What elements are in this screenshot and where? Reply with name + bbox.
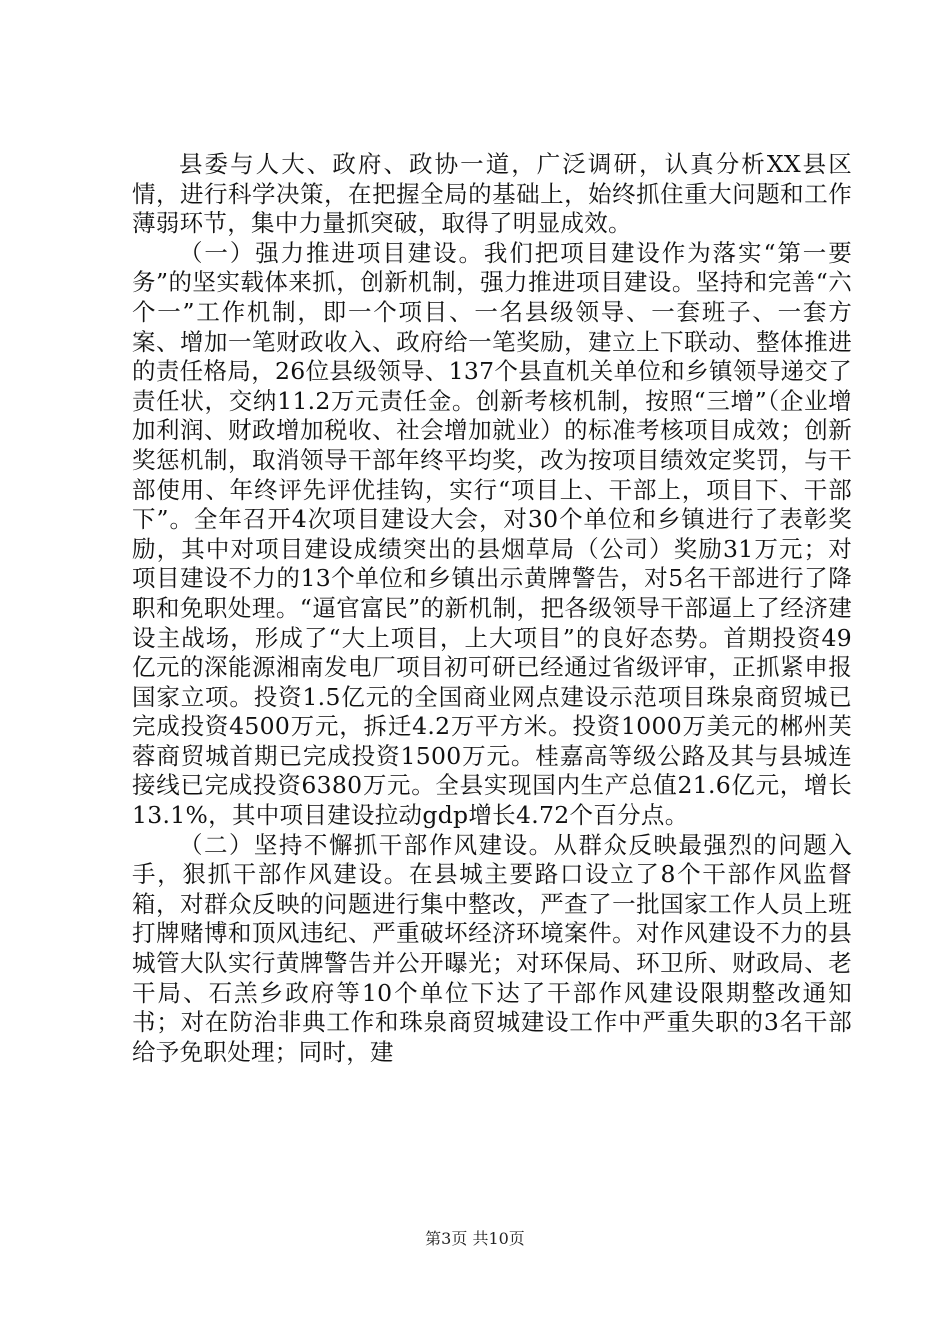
paragraph-project-construction: （一）强力推进项目建设。我们把项目建设作为落实“第一要务”的坚实载体来抓，创新机制，强力推进项目建设。坚持和完善“六个一”工作机制，即一个项目、一名县级领导、一套班子、一套方案、增加一笔财政收入、政府给一笔奖励，建立上下联动、整体推进的责任格局，26位县级领导、137个县直机关单位和乡镇领导递交了责任状，交纳11.2万元责任金。创新考核机制，按照“三增”（企业增加利润、财政增加税收、社会增加就业）的标准考核项目成效；创新奖惩机制，取消领导干部年终平均奖，改为按项目绩效定奖罚，与干部使用、年终评先评优挂钩，实行“项目上、干部上，项目下、干部下”。全年召开4次项目建设大会，对30个单位和乡镇进行了表彰奖励，其中对项目建设成绩突出的县烟草局（公司）奖励31万元；对项目建设不力的13个单位和乡镇出示黄牌警告，对5名干部进行了降职和免职处理。“逼官富民”的新机制，把各级领导干部逼上了经济建设主战场，形成了“大上项目，上大项目”的良好态势。首期投资49亿元的深能源湘南发电厂项目初可研已经通过省级评审，正抓紧申报国家立项。投资1.5亿元的全国商业网点建设示范项目珠泉商贸城已完成投资4500万元，拆迁4.2万平方米。投资1000万美元的郴州芙蓉商贸城首期已完成投资1500万元。桂嘉高等级公路及其与县城连接线已完成投资6380万元。全县实现国内生产总值21.6亿元，增长13.1%，其中项目建设拉动gdp增长4.72个百分点。 xyxy=(132,238,852,830)
page-number-footer: 第3页 共10页 xyxy=(425,1229,525,1248)
document-body xyxy=(132,150,852,1067)
paragraph-intro: 县委与人大、政府、政协一道，广泛调研，认真分析XX县区情，进行科学决策，在把握全局的基础上，始终抓住重大问题和工作薄弱环节，集中力量抓突破，取得了明显成效。 xyxy=(132,150,852,238)
paragraph-cadre-style: （二）坚持不懈抓干部作风建设。从群众反映最强烈的问题入手，狠抓干部作风建设。在县城主要路口设立了8个干部作风监督箱，对群众反映的问题进行集中整改，严查了一批国家工作人员上班打牌赌博和顶风违纪、严重破坏经济环境案件。对作风建设不力的县城管大队实行黄牌警告并公开曝光；对环保局、环卫所、财政局、老干局、石羔乡政府等10个单位下达了干部作风建设限期整改通知书；对在防治非典工作和珠泉商贸城建设工作中严重失职的3名干部给予免职处理；同时，建 xyxy=(132,830,852,1066)
